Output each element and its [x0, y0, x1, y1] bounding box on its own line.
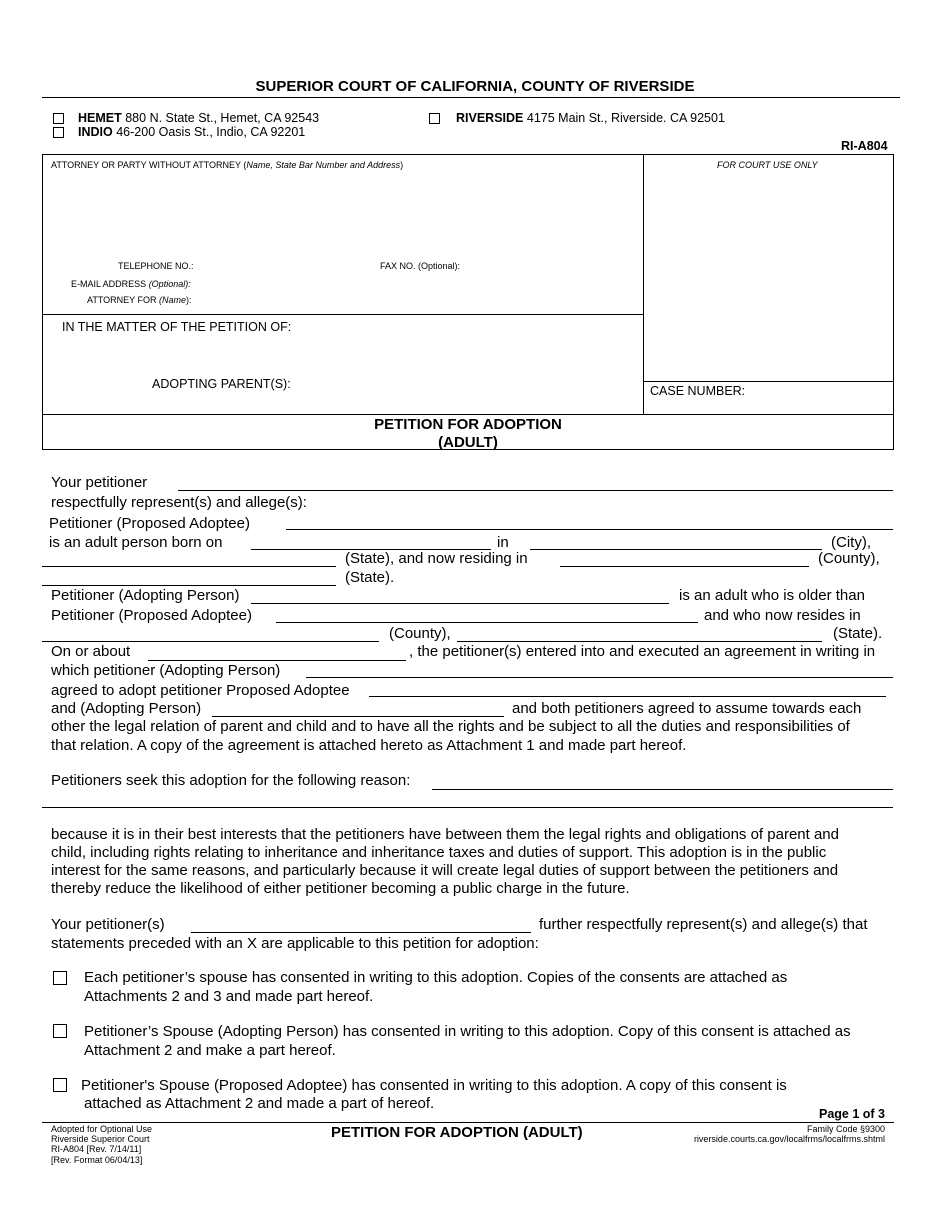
telephone-label: TELEPHONE NO.:	[118, 261, 194, 271]
proposed-adoptee-field-2[interactable]	[276, 622, 698, 623]
email-label: E-MAIL ADDRESS (Optional):	[71, 279, 191, 289]
your-petitioners-field[interactable]	[191, 932, 531, 933]
both-agreed-text: and both petitioners agreed to assume towards each	[512, 700, 862, 717]
county-label-2: (County),	[389, 625, 451, 642]
spouse-consent-checkbox[interactable]	[53, 971, 67, 985]
option-1-line-2: Attachments 2 and 3 and made part hereof.	[84, 988, 374, 1005]
and-adopting-field[interactable]	[212, 716, 504, 717]
matter-label: IN THE MATTER OF THE PETITION OF:	[62, 320, 292, 334]
riverside-checkbox[interactable]	[429, 113, 440, 124]
reason-field-2[interactable]	[42, 807, 893, 808]
older-than-label: is an adult who is older than	[679, 587, 865, 604]
birth-state-field[interactable]	[42, 566, 336, 567]
riverside-location: RIVERSIDE 4175 Main St., Riverside. CA 92501	[456, 111, 725, 125]
footer-left-3: RI-A804 [Rev. 7/14/11]	[51, 1144, 142, 1154]
residence-county-field[interactable]	[560, 566, 809, 567]
represent-text: respectfully represent(s) and allege(s):	[51, 494, 307, 511]
proposed-adoptee-label-2: Petitioner (Proposed Adoptee)	[51, 607, 252, 624]
proposed-adoptee-field[interactable]	[286, 529, 893, 530]
relation-text-2: that relation. A copy of the agreement is attached hereto as Attachment 1 and made part hereof.	[51, 737, 687, 754]
residence-state-field[interactable]	[42, 585, 336, 586]
which-petitioner-label: which petitioner (Adopting Person)	[51, 662, 281, 679]
agreed-adoptee-field[interactable]	[369, 696, 886, 697]
adoptee-state-field[interactable]	[457, 641, 822, 642]
on-or-about-label: On or about	[51, 643, 131, 660]
caption-divider	[643, 154, 644, 414]
because-text-1: because it is in their best interests that the petitioners have between them the legal rights and obligations of parent and	[51, 826, 839, 843]
city-label: (City),	[831, 534, 871, 551]
birth-city-field[interactable]	[530, 549, 822, 550]
adoptee-spouse-consent-checkbox[interactable]	[53, 1078, 67, 1092]
attorney-label: ATTORNEY OR PARTY WITHOUT ATTORNEY (Name, State Bar Number and Address)	[51, 160, 404, 170]
agreed-to-adopt-label: agreed to adopt petitioner Proposed Adoptee	[51, 682, 350, 699]
court-use-label: FOR COURT USE ONLY	[717, 160, 818, 170]
now-resides-label: and who now resides in	[704, 607, 861, 624]
document-subtitle: (ADULT)	[438, 434, 498, 451]
because-text-3: interest for the same reasons, and particularly because it will create legal duties of support between the petitioners and	[51, 862, 839, 879]
adopting-person-field[interactable]	[251, 603, 669, 604]
agreement-date-field[interactable]	[148, 660, 406, 661]
case-number-label: CASE NUMBER:	[650, 384, 746, 398]
form-number: RI-A804	[841, 139, 888, 153]
option-3-line-2: attached as Attachment 2 and made a part of hereof.	[84, 1095, 435, 1112]
court-title: SUPERIOR COURT OF CALIFORNIA, COUNTY OF RIVERSIDE	[255, 78, 695, 95]
hemet-checkbox[interactable]	[53, 113, 64, 124]
footer-title: PETITION FOR ADOPTION (ADULT)	[331, 1124, 583, 1141]
adopting-parents-label: ADOPTING PARENT(S):	[152, 377, 291, 391]
born-on-label: is an adult person born on	[49, 534, 223, 551]
document-title: PETITION FOR ADOPTION	[374, 416, 562, 433]
fax-label: FAX NO. (Optional):	[380, 261, 461, 271]
and-adopting-label: and (Adopting Person)	[51, 700, 202, 717]
adoptee-county-field[interactable]	[42, 641, 379, 642]
further-text: further respectfully represent(s) and allege(s) that	[539, 916, 868, 933]
hemet-location: HEMET 880 N. State St., Hemet, CA 92543	[78, 111, 320, 125]
option-2-line-1: Petitioner’s Spouse (Adopting Person) has consented in writing to this adoption. Copy of this consent is attached as	[84, 1023, 851, 1040]
footer-rule	[42, 1122, 894, 1123]
entered-into-text: , the petitioner(s) entered into and executed an agreement in writing in	[409, 643, 876, 660]
option-2-line-2: Attachment 2 and make a part hereof.	[84, 1042, 336, 1059]
footer-left-2: Riverside Superior Court	[51, 1134, 150, 1144]
relation-text-1: other the legal relation of parent and child and to have all the rights and be subject to all the duties and responsibilities of	[51, 718, 850, 735]
footer-right-1: Family Code §9300	[806, 1124, 885, 1134]
state-label-2: (State).	[833, 625, 883, 642]
your-petitioner-label: Your petitioner	[51, 474, 148, 491]
indio-location: INDIO 46-200 Oasis St., Indio, CA 92201	[78, 125, 306, 139]
because-text-4: thereby reduce the likelihood of either petitioner becoming a public charge in the future.	[51, 880, 630, 897]
header-rule	[42, 97, 900, 98]
which-petitioner-field[interactable]	[306, 677, 893, 678]
footer-left-4: [Rev. Format 06/04/13]	[51, 1155, 143, 1165]
indio-checkbox[interactable]	[53, 127, 64, 138]
footer-right-2: riverside.courts.ca.gov/localfrms/localfrms.shtml	[693, 1134, 885, 1144]
state-residing-label: (State), and now residing in	[345, 550, 528, 567]
your-petitioners-label: Your petitioner(s)	[51, 916, 165, 933]
footer-left-1: Adopted for Optional Use	[51, 1124, 153, 1134]
attorney-for-label: ATTORNEY FOR (Name):	[87, 295, 192, 305]
seek-reason-label: Petitioners seek this adoption for the following reason:	[51, 772, 411, 789]
petitioner-name-field[interactable]	[178, 490, 893, 491]
in-label: in	[497, 534, 509, 551]
option-1-line-1: Each petitioner’s spouse has consented in writing to this adoption. Copies of the consents are attached as	[84, 969, 788, 986]
page-number: Page 1 of 3	[819, 1107, 885, 1121]
reason-field[interactable]	[432, 789, 893, 790]
county-label: (County),	[818, 550, 880, 567]
adopting-spouse-consent-checkbox[interactable]	[53, 1024, 67, 1038]
because-text-2: child, including rights relating to inheritance and inheritance taxes and duties of support. This adoption is in the public	[51, 844, 827, 861]
state-label: (State).	[345, 569, 395, 586]
proposed-adoptee-label: Petitioner (Proposed Adoptee)	[49, 515, 250, 532]
option-3-line-1: Petitioner's Spouse (Proposed Adoptee) has consented in writing to this adoption. A copy of this consent is	[81, 1077, 787, 1094]
adopting-person-label: Petitioner (Adopting Person)	[51, 587, 240, 604]
statements-text: statements preceded with an X are applicable to this petition for adoption:	[51, 935, 539, 952]
